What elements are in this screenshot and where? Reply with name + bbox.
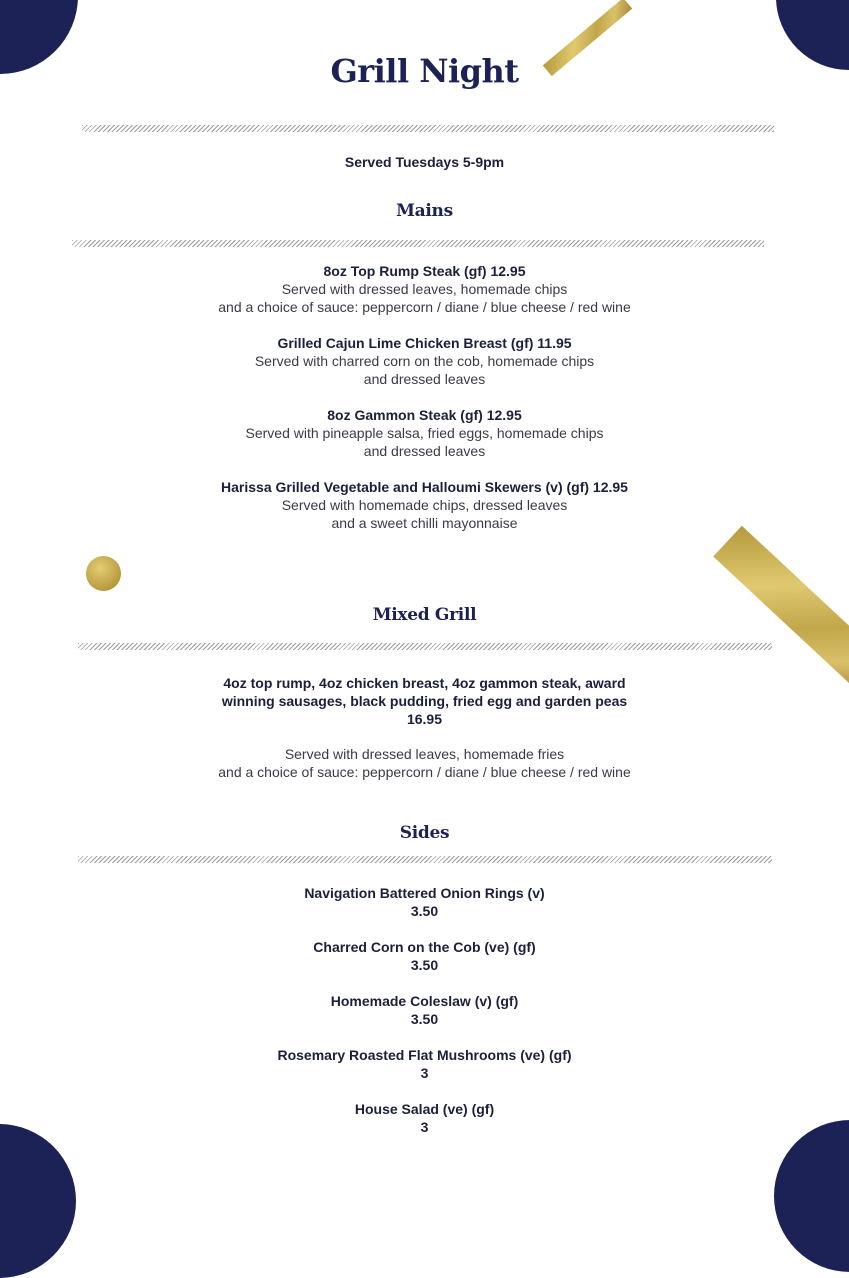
- item-name: 8oz Gammon Steak (gf) 12.95: [327, 407, 522, 423]
- item-description: Served with pineapple salsa, fried eggs, homemade chips: [245, 425, 604, 441]
- menu-item: [0, 334, 849, 388]
- hatched-divider: [82, 125, 774, 132]
- section-heading-mains: Mains: [396, 201, 453, 221]
- item-name: Grilled Cajun Lime Chicken Breast (gf) 11.95: [277, 335, 572, 351]
- mixed-grill-contents: 4oz top rump, 4oz chicken breast, 4oz gammon steak, award winning sausages, black pudding, fried egg and garden peas: [221, 675, 628, 709]
- item-description: Served with charred corn on the cob, homemade chips: [254, 353, 595, 369]
- side-price: 3.50: [410, 903, 439, 919]
- item-description: and a sweet chilli mayonnaise: [331, 515, 518, 531]
- hatched-divider: [78, 643, 772, 650]
- side-name: Navigation Battered Onion Rings (v): [304, 885, 545, 901]
- corner-circle-bottom-right: [774, 1120, 849, 1272]
- side-price: 3.50: [410, 1011, 439, 1027]
- item-description: and dressed leaves: [363, 371, 486, 387]
- mixed-grill-description: [0, 745, 849, 781]
- item-name: Harissa Grilled Vegetable and Halloumi Skewers (v) (gf) 12.95: [221, 479, 628, 495]
- side-item: [0, 992, 849, 1028]
- gold-dot: [86, 556, 121, 591]
- item-description: Served with dressed leaves, homemade chips: [281, 281, 568, 297]
- side-item: [0, 1100, 849, 1136]
- side-name: House Salad (ve) (gf): [354, 1101, 495, 1117]
- side-name: Charred Corn on the Cob (ve) (gf): [313, 939, 536, 955]
- item-name: 8oz Top Rump Steak (gf) 12.95: [323, 263, 526, 279]
- mixed-grill-item: [0, 674, 849, 728]
- section-heading-sides: Sides: [399, 823, 450, 843]
- menu-item: [0, 406, 849, 460]
- item-description: and dressed leaves: [363, 443, 486, 459]
- side-price: 3: [420, 1119, 429, 1135]
- page-title: Grill Night: [330, 52, 519, 90]
- item-description: and a choice of sauce: peppercorn / diane / blue cheese / red wine: [218, 764, 631, 780]
- side-item: [0, 884, 849, 920]
- mixed-grill-price: 16.95: [406, 711, 443, 727]
- menu-item: [0, 478, 849, 532]
- side-price: 3: [420, 1065, 429, 1081]
- menu-item: [0, 262, 849, 316]
- served-times: Served Tuesdays 5-9pm: [344, 154, 505, 170]
- item-description: and a choice of sauce: peppercorn / diane / blue cheese / red wine: [218, 299, 631, 315]
- hatched-divider: [78, 856, 772, 863]
- item-description: Served with homemade chips, dressed leaves: [281, 497, 568, 513]
- item-description: Served with dressed leaves, homemade fries: [284, 746, 565, 762]
- corner-circle-bottom-left: [0, 1124, 76, 1278]
- side-name: Rosemary Roasted Flat Mushrooms (ve) (gf): [277, 1047, 572, 1063]
- side-name: Homemade Coleslaw (v) (gf): [330, 993, 519, 1009]
- side-price: 3.50: [410, 957, 439, 973]
- hatched-divider: [72, 240, 764, 247]
- side-item: [0, 938, 849, 974]
- side-item: [0, 1046, 849, 1082]
- section-heading-mixed-grill: Mixed Grill: [372, 605, 477, 625]
